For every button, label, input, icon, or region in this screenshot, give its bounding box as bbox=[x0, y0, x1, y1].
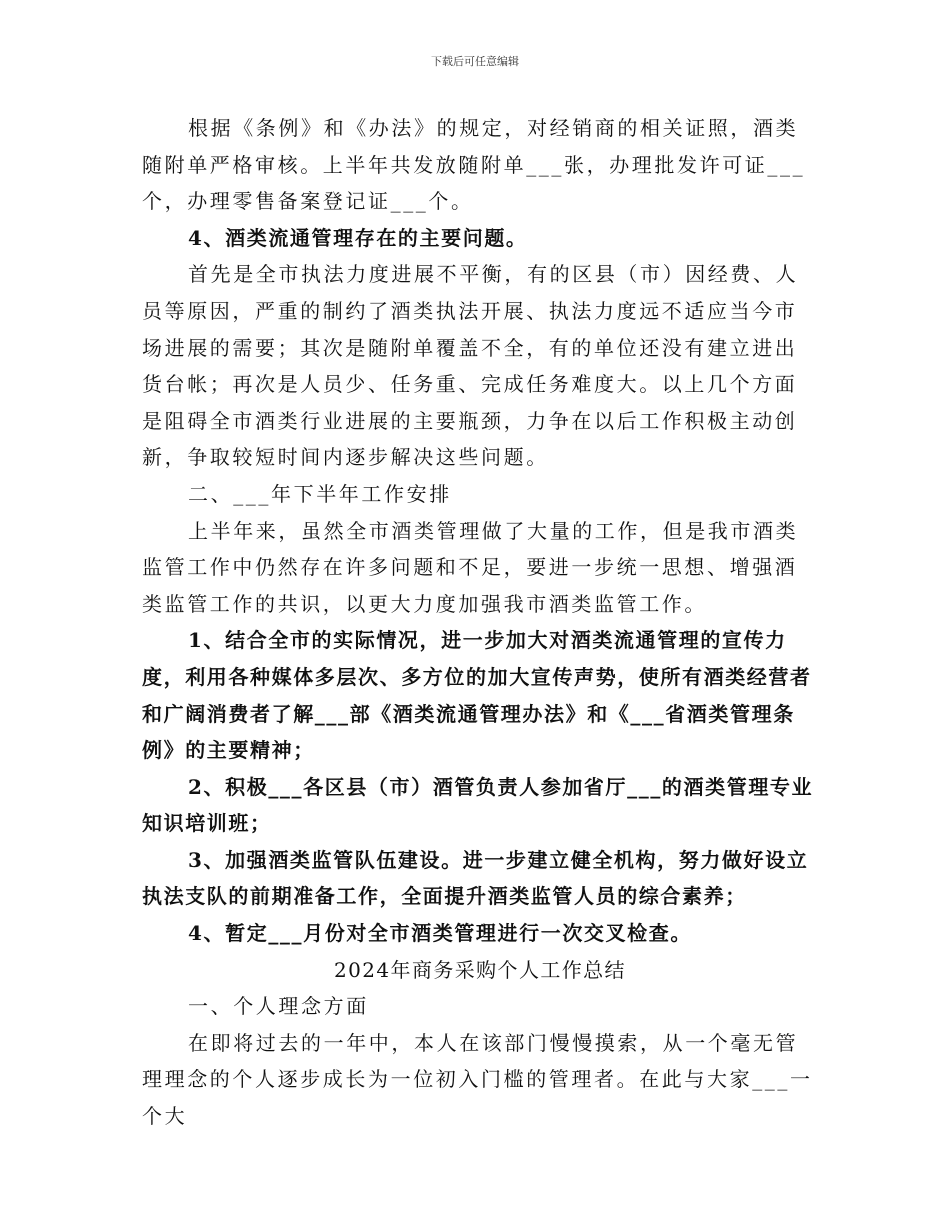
paragraph-problems: 首先是全市执法力度进展不平衡，有的区县（市）因经费、人员等原因，严重的制约了酒类执法开展、执法力度远不适应当今市场进展的需要；其次是随附单覆盖不全，有的单位还没有建立进出货台帐；再次是人员少、任务重、完成任务难度大。以上几个方面是阻碍全市酒类行业进展的主要瓶颈，力争在以后工作积极主动创新，争取较短时间内逐步解决这些问题。 bbox=[142, 262, 799, 470]
heading-main-problems: 4、酒类流通管理存在的主要问题。 bbox=[188, 225, 528, 250]
paragraph-personal-philosophy: 在即将过去的一年中，本人在该部门慢慢摸索，从一个毫无管理理念的个人逐步成长为一位初入门槛的管理者。在此与大家___一个大 bbox=[142, 1030, 813, 1129]
plan-item-4: 4、暂定___月份对全市酒类管理进行一次交叉检查。 bbox=[188, 921, 692, 946]
plan-item-2: 2、积极___各区县（市）酒管负责人参加省厅___的酒类管理专业知识培训班； bbox=[142, 774, 814, 836]
page-header: 下载后可任意编辑 bbox=[431, 55, 519, 68]
heading-personal-philosophy: 一、个人理念方面 bbox=[188, 994, 369, 1019]
paragraph-certificates: 根据《条例》和《办法》的规定，对经销商的相关证照，酒类随附单严格审核。上半年共发放随附单___张，办理批发许可证___个，办理零售备案登记证___个。 bbox=[142, 116, 806, 214]
heading-second-half-plan: 二、___年下半年工作安排 bbox=[188, 481, 452, 506]
plan-item-3: 3、加强酒类监管队伍建设。进一步建立健全机构，努力做好设立执法支队的前期准备工作，全面提升酒类监管人员的综合素养； bbox=[142, 847, 809, 909]
paragraph-plan-intro: 上半年来，虽然全市酒类管理做了大量的工作，但是我市酒类监管工作中仍然存在许多问题和不足，要进一步统一思想、增强酒类监管工作的共识，以更大力度加强我市酒类监管工作。 bbox=[142, 518, 799, 616]
plan-item-1: 1、结合全市的实际情况，进一步加大对酒类流通管理的宣传力度，利用各种媒体多层次、多方位的加大宣传声势，使所有酒类经营者和广阔消费者了解___部《酒类流通管理办法》和《___省酒类管理条例》的主要精神； bbox=[142, 628, 812, 763]
document-body bbox=[142, 110, 818, 1135]
section-title-2024-summary: 2024年商务采购个人工作总结 bbox=[334, 957, 626, 982]
